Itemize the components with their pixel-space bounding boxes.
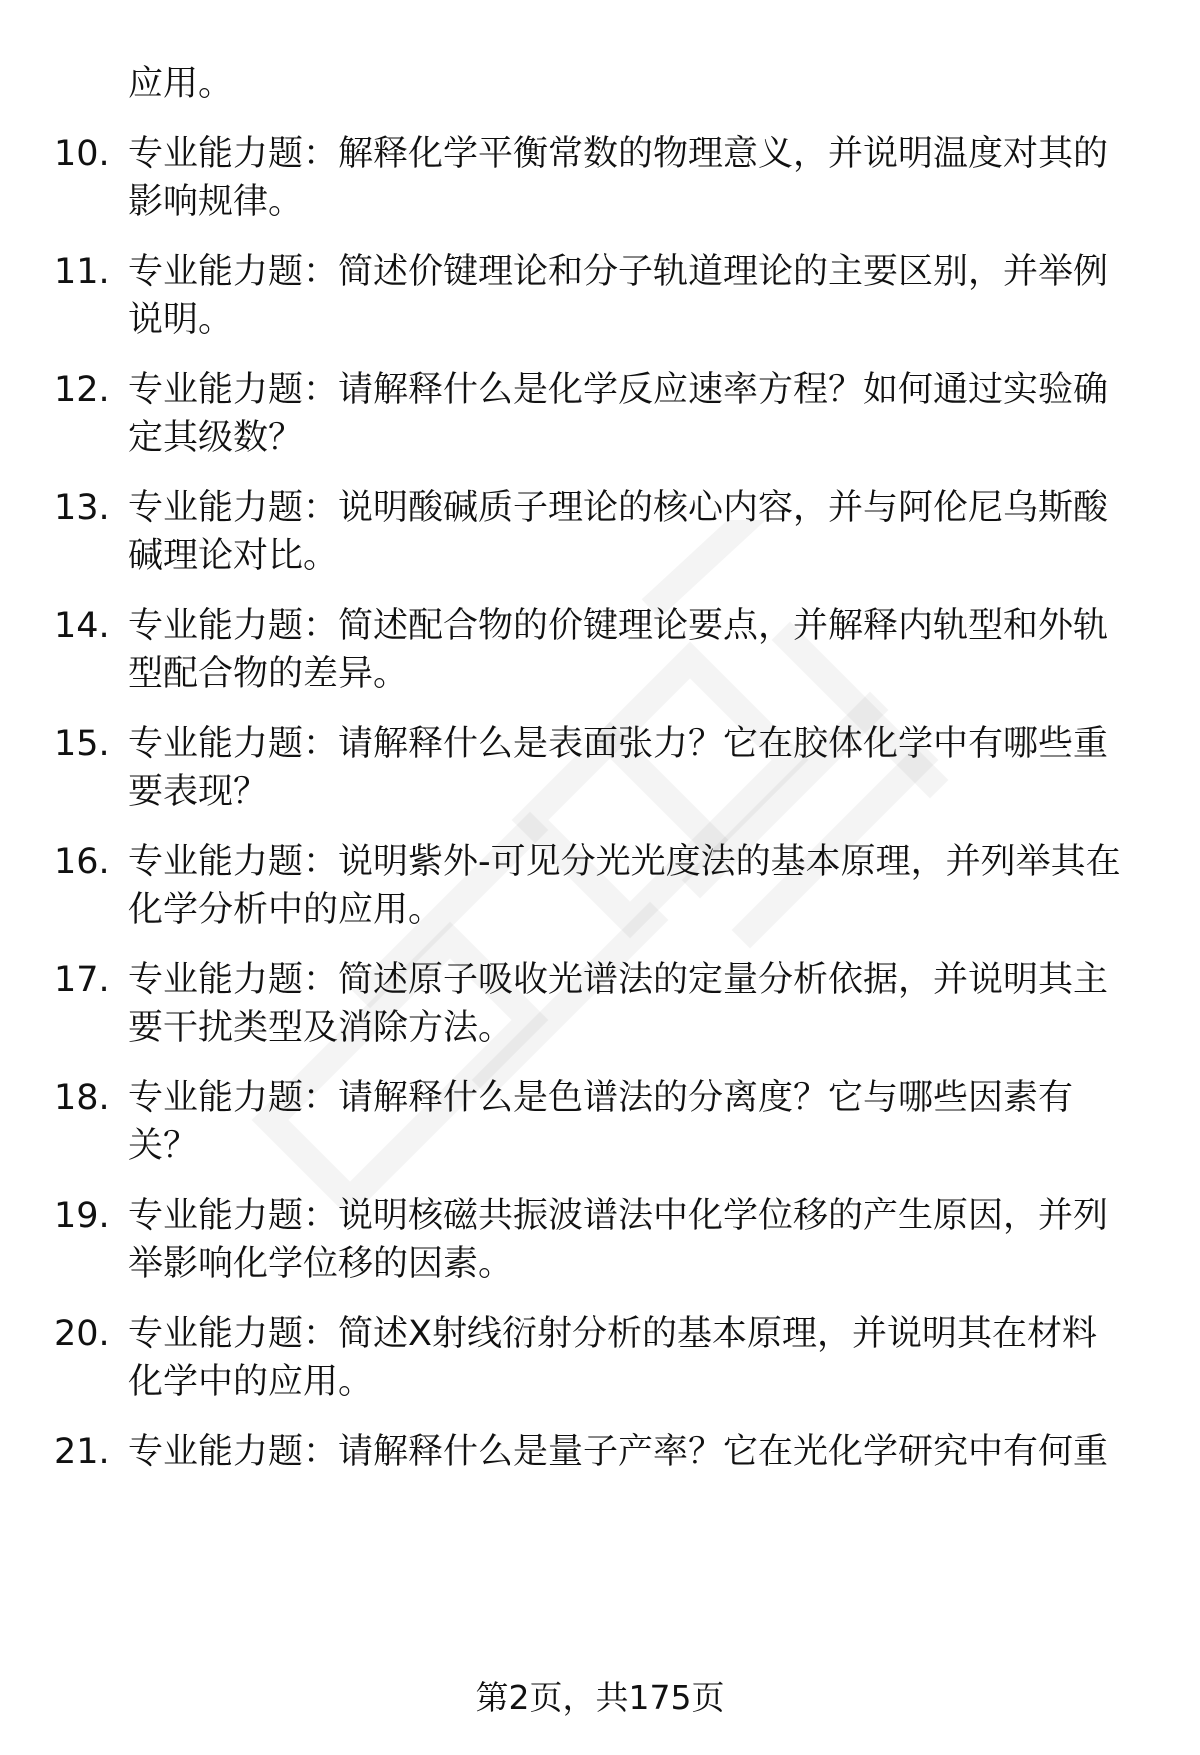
question-text-line: 专业能力题：请解释什么是量子产率？它在光化学研究中有何重: [128, 1432, 1109, 1472]
question-text-line: 化学中的应用。: [128, 1362, 374, 1402]
question-text-line: 专业能力题：请解释什么是色谱法的分离度？它与哪些因素有: [128, 1078, 1074, 1118]
question-text-line: 专业能力题：简述原子吸收光谱法的定量分析依据，并说明其主: [128, 960, 1109, 1000]
question-number: 10.: [54, 134, 110, 174]
question-text-line: 说明。: [128, 300, 234, 340]
question-text-line: 要表现？: [128, 772, 269, 812]
question-number: 11.: [54, 252, 110, 292]
question-number: 12.: [54, 370, 110, 410]
question-text-line: 专业能力题：简述X射线衍射分析的基本原理，并说明其在材料: [128, 1314, 1097, 1354]
question-text-line: 影响规律。: [128, 182, 304, 222]
question-text-line: 专业能力题：说明酸碱质子理论的核心内容，并与阿伦尼乌斯酸: [128, 488, 1109, 528]
question-text-line: 专业能力题：说明紫外-可见分光光度法的基本原理，并列举其在: [128, 842, 1121, 882]
question-text-line: 要干扰类型及消除方法。: [128, 1008, 514, 1048]
question-number: 13.: [54, 488, 110, 528]
question-number: 18.: [54, 1078, 110, 1118]
question-text-line: 专业能力题：解释化学平衡常数的物理意义，并说明温度对其的: [128, 134, 1109, 174]
question-text-line: 化学分析中的应用。: [128, 890, 444, 930]
question-text-line: 专业能力题：简述配合物的价键理论要点，并解释内轨型和外轨: [128, 606, 1109, 646]
question-text-line: 专业能力题：请解释什么是表面张力？它在胶体化学中有哪些重: [128, 724, 1109, 764]
question-text-line: 专业能力题：说明核磁共振波谱法中化学位移的产生原因，并列: [128, 1196, 1109, 1236]
question-number: 14.: [54, 606, 110, 646]
question-number: 17.: [54, 960, 110, 1000]
question-number: 20.: [54, 1314, 110, 1354]
question-number: 16.: [54, 842, 110, 882]
question-number: 15.: [54, 724, 110, 764]
question-text-line: 专业能力题：请解释什么是化学反应速率方程？如何通过实验确: [128, 370, 1109, 410]
question-text-line: 型配合物的差异。: [128, 654, 409, 694]
question-text-line: 碱理论对比。: [128, 536, 339, 576]
question-text-line: 定其级数？: [128, 418, 304, 458]
question-text-line: 关？: [128, 1126, 199, 1166]
question-text-line: 举影响化学位移的因素。: [128, 1244, 514, 1284]
question-text-line: 专业能力题：简述价键理论和分子轨道理论的主要区别，并举例: [128, 252, 1109, 292]
question-number: 19.: [54, 1196, 110, 1236]
carryover-line: 应用。: [128, 64, 234, 104]
page-footer: 第2页，共175页: [475, 1678, 725, 1717]
question-number: 21.: [54, 1432, 110, 1472]
